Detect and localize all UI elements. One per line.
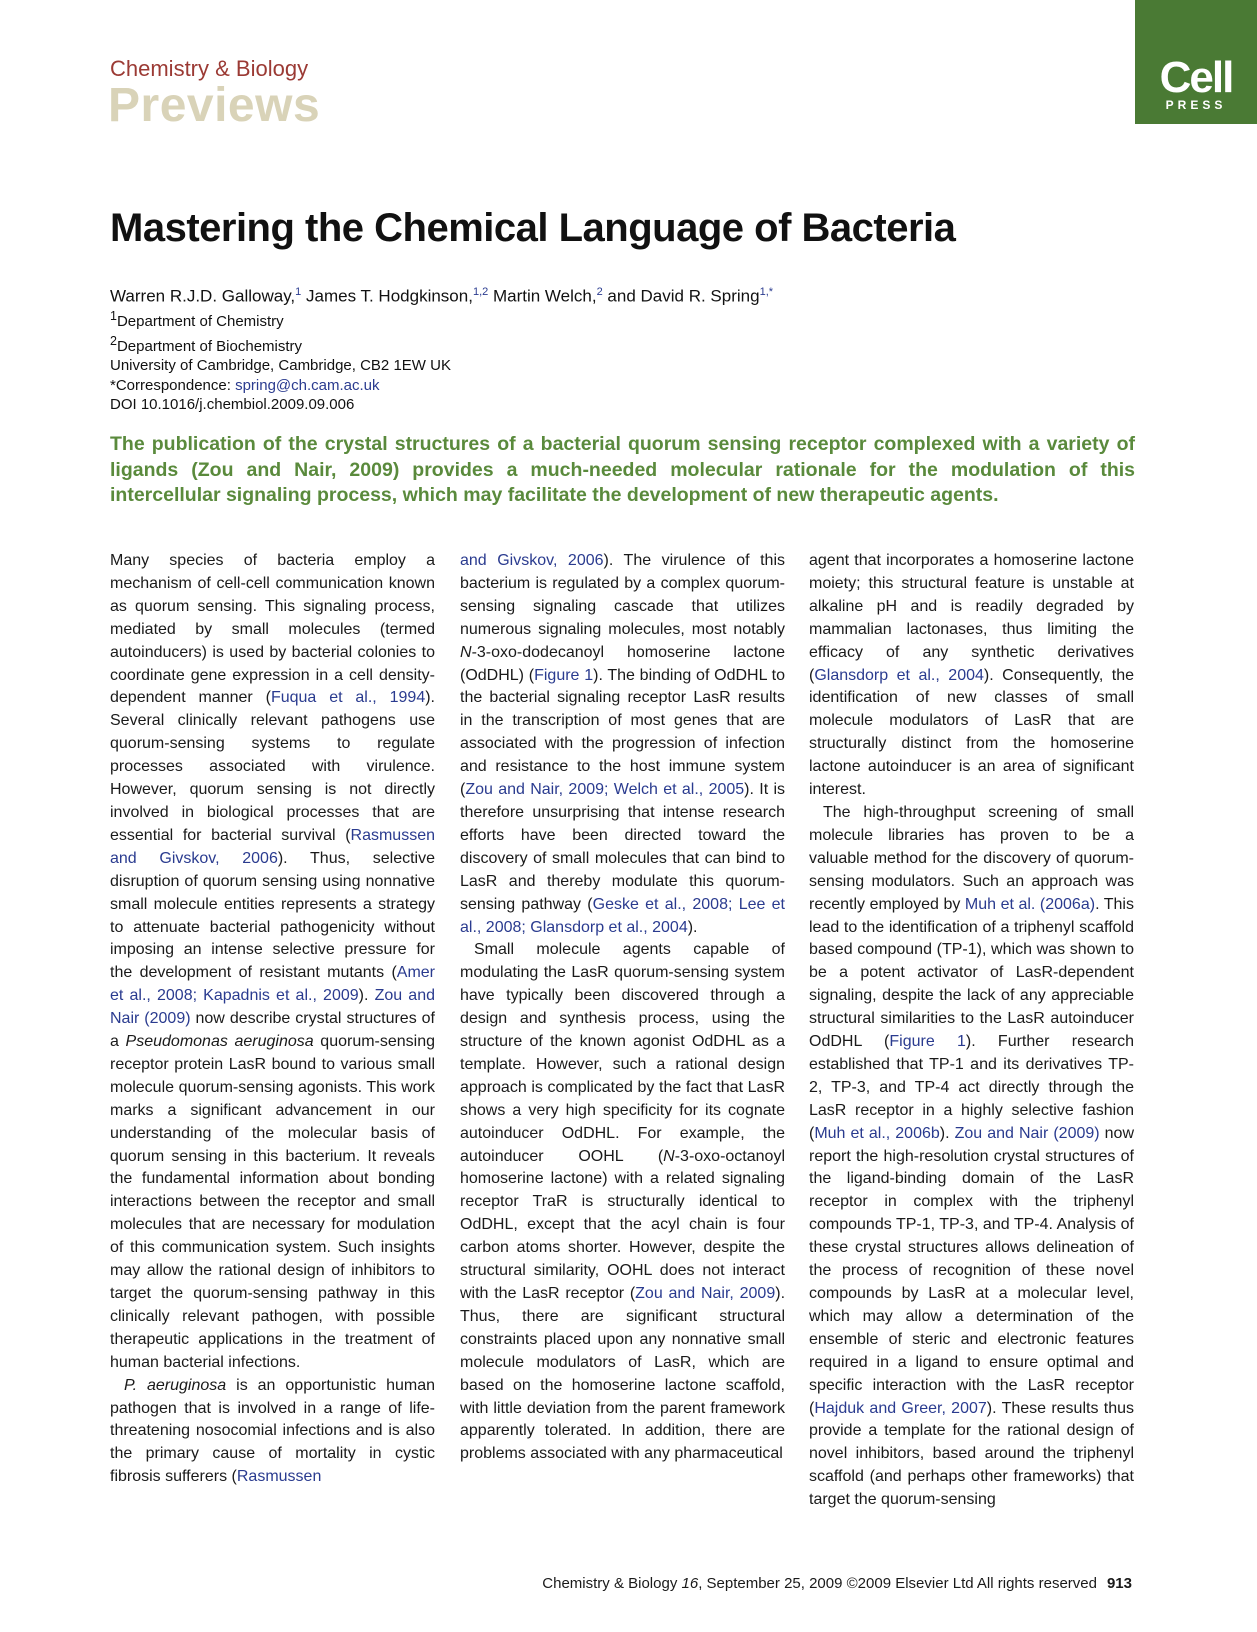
citation-link[interactable]: Zou and Nair (2009)	[954, 1124, 1100, 1142]
author-list	[110, 286, 773, 307]
page-number: 913	[1106, 1575, 1132, 1592]
correspondence	[110, 376, 451, 396]
paragraph-text: ).	[939, 1124, 955, 1142]
affil-text: Department of Chemistry	[116, 313, 284, 330]
logo-cell-word: Cell	[1159, 53, 1233, 102]
paragraph	[110, 1375, 435, 1490]
paragraph-text: quorum-sensing receptor protein LasR bound to various small molecule quorum-sensing agonists. This work marks a significant advancement in our understanding of the molecular basis of quorum sensing in this bacterium. It reveals the fundamental information about bonding interactions between the receptor and small molecules that are necessary for modulation of this communication system. Such insights may allow the rational design of inhibitors to target the quorum-sensing pathway in this clinically relevant pathogen, with possible therapeutic applications in the treatment of human bacterial infections.	[110, 1033, 436, 1371]
paragraph-text: The high-throughput screening of small molecule libraries has proven to be a valuable method for the discovery of quorum-sensing modulators. Such an approach was recently employed by	[809, 803, 1134, 913]
section-label: Previews	[108, 79, 321, 132]
logo-press-word: PRESS	[1165, 98, 1227, 112]
paragraph-text: ).	[687, 918, 698, 936]
paragraph-text: ). These results thus provide a template for the rational design of novel inhibitors, based around the triphenyl scaffold (and perhaps other frameworks) that target the quorum-sensing	[809, 1399, 1135, 1509]
citation-link[interactable]: Zou and Nair, 2009; Welch et al., 2005	[465, 781, 745, 799]
paragraph-text: is an opportunistic human pathogen that is involved in a range of life-threatening nosocomial infections and is also the primary cause of mortality in cystic fibrosis sufferers (	[110, 1376, 435, 1486]
journal-name: Chemistry & Biology	[110, 56, 309, 81]
paragraph-text: agent that incorporates a homoserine lactone moiety; this structural feature is unstable at alkaline pH and is readily degraded by mammalian lactonases, thus limiting the efficacy of any synthetic derivatives (	[809, 552, 1134, 684]
paragraph-text: now describe crystal structures of a	[110, 1010, 435, 1051]
citation-link[interactable]: Zou and Nair, 2009	[635, 1285, 776, 1302]
paragraph-text: ). Several clinically relevant pathogens use quorum-sensing systems to regulate processes associated with virulence. However, quorum sensing is not directly involved in biological processes that are essential for bacterial survival (	[110, 689, 435, 844]
paragraph-text: . This lead to the identification of a triphenyl scaffold based compound (TP-1), which was shown to be a potent activator of LasR-dependent signaling, despite the lack of any appreciable structural similarities to the LasR autoinducer OdDHL (	[809, 895, 1134, 1051]
affiliations	[110, 307, 451, 415]
author-affil-sup[interactable]: 1,*	[759, 286, 774, 298]
affil-text: Department of Biochemistry	[116, 337, 303, 355]
affil-sup: 2	[110, 333, 117, 348]
paragraph	[809, 802, 1134, 1512]
paragraph-text: ). It is therefore unsurprising that intense research efforts have been directed toward the discovery of small molecules that can bind to LasR and thereby modulate this quorum-sensing pathway (	[460, 781, 786, 913]
author-name: James T. Hodgkinson,	[301, 286, 473, 306]
university: University of Cambridge, Cambridge, CB2 1EW UK	[110, 357, 451, 374]
body-column-3	[809, 550, 1134, 1512]
citation-link[interactable]: Zou and Nair (2009)	[110, 987, 435, 1028]
affil-sup: 1	[110, 309, 117, 323]
author-name: and David R. Spring	[602, 286, 760, 306]
paragraph-text: ). Consequently, the identification of new classes of small molecule modulators of LasR that are structurally distinct from the homoserine lactone autoinducer is an area of significant interest.	[809, 666, 1135, 799]
footer-volume: 16	[681, 1575, 699, 1592]
doi: DOI 10.1016/j.chembiol.2009.09.006	[110, 396, 355, 413]
affiliation-1	[110, 307, 451, 332]
paragraph	[460, 550, 785, 939]
paragraph-text: ). Further research established that TP-1 and its derivatives TP-2, TP-3, and TP-4 act directly through the LasR receptor in a highly selective fashion (	[809, 1033, 1134, 1142]
paragraph-text: ). Thus, there are significant structural constraints placed upon any nonnative small molecule modulators of LasR, which are based on the homoserine lactone scaffold, with little deviation from the parent framework apparently tolerated. In addition, there are problems associated with any pharmaceutical	[460, 1285, 786, 1463]
correspondence-email-link[interactable]: spring@ch.cam.ac.uk	[235, 376, 380, 394]
author-name: Martin Welch,	[488, 286, 597, 306]
author-affil-sup[interactable]: 1,2	[472, 286, 489, 298]
citation-link[interactable]: Muh et al., 2006b	[814, 1124, 940, 1142]
paragraph-text: -3-oxo-dodecanoyl homoserine lactone (OdDHL) (	[460, 643, 785, 684]
paragraph-text: ). Thus, selective disruption of quorum sensing using nonnative small molecule entities represents a strategy to attenuate bacterial pathogenicity without imposing an intense selective pressure for the development of resistant mutants (	[110, 849, 435, 982]
paragraph-text: ). The binding of OdDHL to the bacterial signaling receptor LasR results in the transcription of most genes that are associated with the progression of infection and resistance to the host immune system (	[460, 666, 785, 799]
paragraph	[809, 550, 1134, 802]
citation-link[interactable]: Muh et al. (2006a)	[964, 895, 1096, 913]
citation-link[interactable]: Glansdorp et al., 2004	[814, 666, 984, 684]
italic-text: N	[460, 643, 472, 661]
citation-link[interactable]: and Givskov, 2006	[460, 552, 604, 569]
citation-link[interactable]: Fuqua et al., 1994	[270, 689, 426, 707]
author-affil-sup[interactable]: 2	[596, 286, 603, 298]
footer-journal: Chemistry & Biology	[542, 1575, 682, 1592]
italic-text: Pseudomonas aeruginosa	[125, 1033, 314, 1051]
author-name: Warren R.J.D. Galloway,	[110, 286, 296, 306]
citation-link[interactable]: Hajduk and Greer, 2007	[814, 1399, 987, 1417]
body-column-1	[110, 550, 435, 1489]
affiliation-2	[110, 332, 451, 357]
citation-link[interactable]: Rasmussen and Givskov, 2006	[110, 826, 435, 867]
page-footer	[542, 1575, 1132, 1592]
paragraph-text: Many species of bacteria employ a mechanism of cell-cell communication known as quorum sensing. This signaling process, mediated by small molecules (termed autoinducers) is used by bacterial colonies to coordinate gene expression in a cell density-dependent manner (	[110, 552, 435, 707]
footer-date-copyright: , September 25, 2009 ©2009 Elsevier Ltd All rights reserved	[698, 1575, 1097, 1592]
cell-press-logo	[1135, 0, 1257, 124]
citation-link[interactable]: Geske et al., 2008; Lee et al., 2008; Glansdorp et al., 2004	[460, 895, 785, 936]
correspondence-label: *Correspondence:	[110, 376, 236, 394]
body-column-2	[460, 550, 785, 1466]
abstract: The publication of the crystal structures of a bacterial quorum sensing receptor complexed with a variety of ligands (Zou and Nair, 2009) provides a much-needed molecular rationale for the modulation of this intercellular signaling process, which may facilitate the development of new therapeutic agents.	[110, 433, 1135, 506]
article-title: Mastering the Chemical Language of Bacteria	[110, 206, 956, 250]
citation-link[interactable]: Amer et al., 2008; Kapadnis et al., 2009	[110, 964, 435, 1005]
paragraph-text: now report the high-resolution crystal structures of the ligand-binding domain of the LasR receptor in complex with the triphenyl compounds TP-1, TP-3, and TP-4. Analysis of these crystal structures allows delineation of the process of recognition of these novel compounds by LasR at a molecular level, which may allow a determination of the ensemble of steric and electronic features required in a ligand to ensure optimal and specific interaction with the LasR receptor (	[809, 1124, 1135, 1417]
author-affil-sup[interactable]: 1	[295, 286, 302, 298]
citation-link[interactable]: Figure 1	[889, 1033, 966, 1051]
citation-link[interactable]: Rasmussen	[236, 1468, 322, 1486]
citation-link[interactable]: Figure 1	[534, 666, 594, 684]
italic-text: N	[663, 1147, 675, 1165]
paragraph	[460, 939, 785, 1466]
paragraph-text: ). The virulence of this bacterium is regulated by a complex quorum-sensing signaling cascade that utilizes numerous signaling molecules, most notably	[460, 552, 786, 638]
paragraph-text: -3-oxo-octanoyl homoserine lactone) with a related signaling receptor TraR is structurally identical to OdDHL, except that the acyl chain is four carbon atoms shorter. However, despite the structural similarity, OOHL does not interact with the LasR receptor (	[460, 1147, 785, 1302]
paragraph	[110, 550, 435, 1375]
paragraph-text: Small molecule agents capable of modulating the LasR quorum-sensing system have typically been discovered through a design and synthesis process, using the structure of the known agonist OdDHL as a template. However, such a rational design approach is complicated by the fact that LasR shows a very high specificity for its cognate autoinducer OdDHL. For example, the autoinducer OOHL (	[460, 941, 785, 1165]
italic-text: P. aeruginosa	[124, 1376, 227, 1394]
paragraph-text: ).	[358, 987, 375, 1005]
